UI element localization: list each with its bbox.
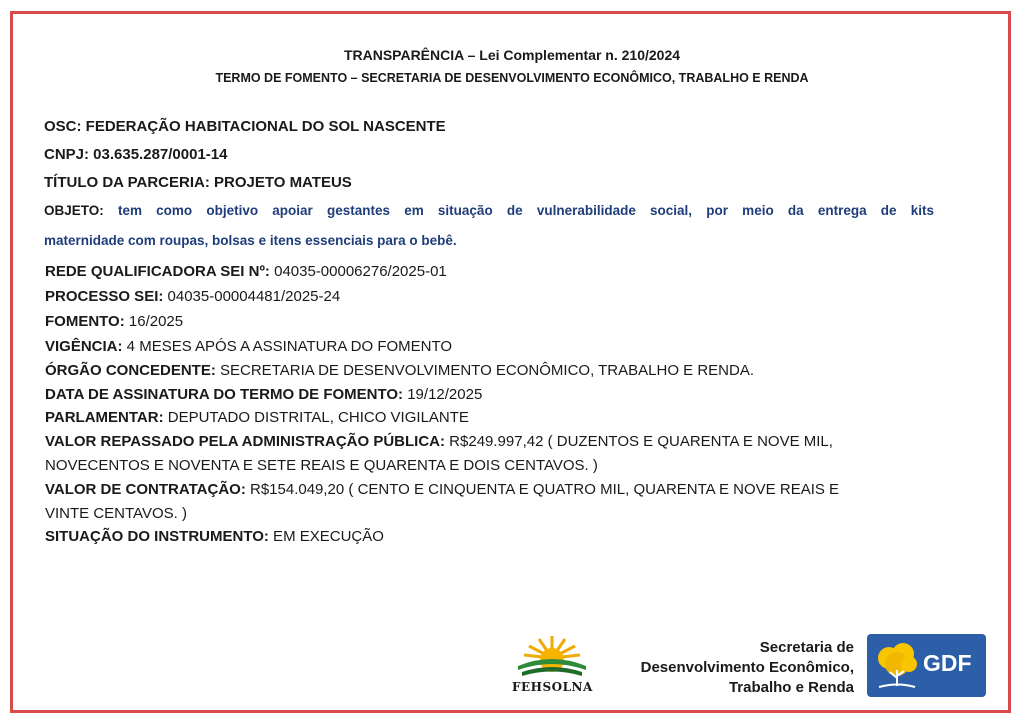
- field-orgao: ÓRGÃO CONCEDENTE: SECRETARIA DE DESENVOLVIMENTO ECONÔMICO, TRABALHO E RENDA.: [45, 362, 755, 379]
- field-valor-contratacao-cont: VINTE CENTAVOS. ): [45, 505, 187, 522]
- objeto-text-1: tem como objetivo apoiar gestantes em situação de vulnerabilidade social, por meio da entrega de kits: [117, 203, 934, 218]
- field-rede: REDE QUALIFICADORA SEI Nº: 04035-00006276/2025-01: [45, 263, 447, 280]
- hill-icon-2: [522, 667, 582, 676]
- field-data-assinatura: DATA DE ASSINATURA DO TERMO DE FOMENTO: 19/12/2025: [45, 386, 483, 403]
- ipe-tree-icon: [873, 640, 921, 692]
- secretaria-logo-text: Secretaria de Desenvolvimento Econômico, Trabalho e Renda: [640, 639, 854, 696]
- objeto-label: OBJETO:: [44, 203, 104, 218]
- gdf-logo: [867, 634, 986, 697]
- field-valor-repassado-cont: NOVECENTOS E NOVENTA E SETE REAIS E QUARENTA E DOIS CENTAVOS. ): [45, 457, 598, 474]
- field-situacao: SITUAÇÃO DO INSTRUMENTO: EM EXECUÇÃO: [45, 528, 384, 545]
- objeto-row-1: [44, 203, 934, 218]
- field-processo: PROCESSO SEI: 04035-00004481/2025-24: [45, 288, 341, 305]
- field-valor-contratacao: VALOR DE CONTRATAÇÃO: R$154.049,20 ( CENTO E CINQUENTA E QUATRO MIL, QUARENTA E NOVE REAIS E: [45, 481, 840, 498]
- objeto-block: [44, 203, 934, 248]
- field-valor-repassado: VALOR REPASSADO PELA ADMINISTRAÇÃO PÚBLICA: R$249.997,42 ( DUZENTOS E QUARENTA E NOVE MIL,: [45, 433, 833, 450]
- gdf-label: GDF: [923, 650, 972, 676]
- document-subtitle: TERMO DE FOMENTO – SECRETARIA DE DESENVOLVIMENTO ECONÔMICO, TRABALHO E RENDA: [215, 71, 809, 85]
- fehsolna-logo: [512, 634, 592, 680]
- document-title: TRANSPARÊNCIA – Lei Complementar n. 210/2024: [343, 47, 681, 63]
- field-fomento: FOMENTO: 16/2025: [45, 313, 184, 330]
- fehsolna-label: FEHSOLNA: [512, 680, 593, 694]
- titulo-line: TÍTULO DA PARCERIA: PROJETO MATEUS: [44, 174, 352, 191]
- cnpj-line: CNPJ: 03.635.287/0001-14: [44, 146, 228, 163]
- objeto-text-2: maternidade com roupas, bolsas e itens essenciais para o bebê.: [44, 233, 457, 248]
- field-parlamentar: PARLAMENTAR: DEPUTADO DISTRITAL, CHICO VIGILANTE: [45, 409, 469, 426]
- field-vigencia: VIGÊNCIA: 4 MESES APÓS A ASSINATURA DO FOMENTO: [45, 338, 453, 355]
- osc-line: OSC: FEDERAÇÃO HABITACIONAL DO SOL NASCENTE: [44, 118, 446, 135]
